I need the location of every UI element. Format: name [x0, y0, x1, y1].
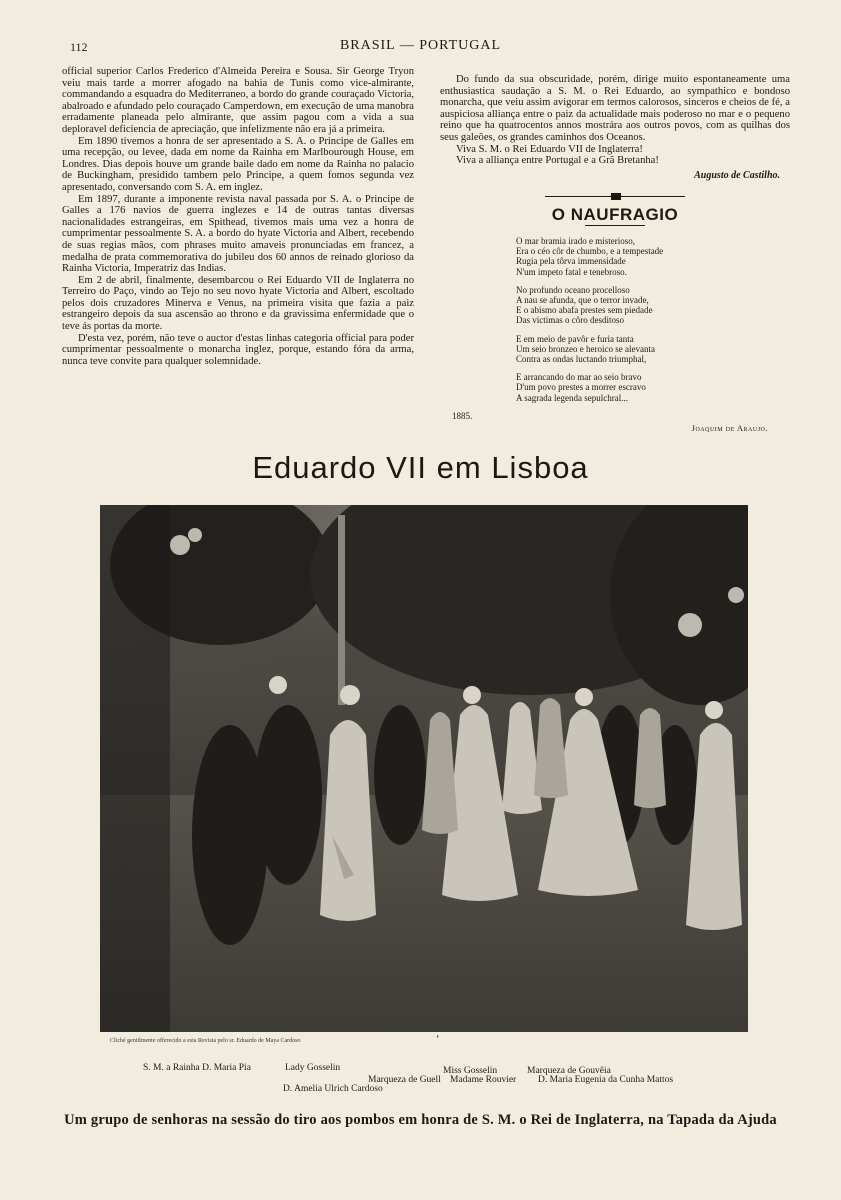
section-divider — [545, 193, 685, 201]
poem-line: Das victimas o côro desditoso — [516, 315, 624, 326]
poem-line: No profundo oceano procelloso — [516, 284, 630, 295]
poem-line: D'um povo prestes a morrer escravo — [516, 382, 646, 393]
caption-name-rainha: S. M. a Rainha D. Maria Pia — [143, 1063, 251, 1073]
poem-stanza — [516, 334, 790, 365]
poem-line: A nau se afunda, que o terror invade, — [516, 294, 649, 305]
poem — [516, 236, 790, 403]
poem-year: 1885. — [452, 410, 473, 421]
poem-line: Um seio bronzeo e heroico se alevanta — [516, 343, 655, 354]
feature-title: Eduardo VII em Lisboa — [252, 450, 589, 485]
poem-stanza — [516, 372, 790, 403]
page-number: 112 — [70, 40, 88, 54]
poem-line: Rugia pela tôrva immensidade — [516, 256, 626, 267]
photo-illustration — [100, 505, 748, 1032]
print-mark: ʻ — [436, 1034, 440, 1045]
poem-line: N'um impeto fatal e tenebroso. — [516, 266, 627, 277]
caption-name-miss-gosselin: Miss Gosselin — [443, 1066, 498, 1076]
caption-name-gouveia: Marqueza de Gouvêia — [527, 1066, 611, 1076]
poem-footer — [440, 410, 790, 433]
poem-author: Joaquim de Araujo. — [691, 422, 768, 433]
caption-name-rouvier: Madame Rouvier — [450, 1075, 517, 1085]
poem-stanza — [516, 236, 790, 277]
poem-line: A sagrada legenda sepulchral... — [516, 392, 628, 403]
right-paragraph: Do fundo da sua obscuridade, porém, dirige muito espontaneamente uma enthusiastica saudação a S. M. o Rei Eduardo, ao sympathico e bondoso monarcha, que veiu assim avigorar em termos calorosos, sinceros e cheios de fé, a auspiciosa alliança entre o paiz da actualidade mais poderoso no mar e o pequeno reino que ha quatrocentos annos mostrára aos outros povos, com as quilhas dos seus galeões, os grandes caminhos dos Oceanos. — [440, 74, 790, 143]
poem-stanza — [516, 285, 790, 326]
photo-credit: Cliché gentilmente offerecido a esta Revista pelo sr. Eduardo de Maya Cardoso — [110, 1038, 301, 1044]
left-paragraph-2: Em 1890 tivemos a honra de ser apresentado a S. A. o Principe de Galles em uma recepção, ou levee, dada em nome da Rainha em Marlbourough House, em Londres. Dias depois houve um grande baile dado em nome da Rainha no palacio de Buckingham, presidido tambem pelo Principe, a quem fomos segunda vez apresentado, conversando com S. A. em inglez. — [62, 135, 414, 193]
left-column — [62, 66, 414, 367]
poem-line: Era o céo côr de chumbo, e a tempestade — [516, 246, 664, 257]
left-paragraph-4: Em 2 de abril, finalmente, desembarcou o Rei Eduardo VII de Inglaterra no Terreiro do Paço, vindo ao Tejo no seu novo hyate Victoria and Albert, escoltado pelos dois cruzadores Minerva e Venus, na primeira visita que fazia a paiz estrangeiro depois da sua ascensão ao throno e da gravissima enfermidade que o teve ás portas da morte. — [62, 274, 414, 333]
poem-line: O mar bramia irado e misterioso, — [516, 235, 635, 246]
left-paragraph-3: Em 1897, durante a imponente revista naval passada por S. A. o Principe de Galles a 176 navios de guerra inglezes e 14 de outras tantas diversas nacionalidades estrangeiras, em Spithead, tivemos mais uma vez a honra de cumprimentar pessoalmente S. A. a bordo do hyate Victoria and Albert, recebendo de suas regias mãos, com phrases muito amaveis pronunciadas em francez, a medalha de prata commemorativa do jubileu dos 60 annos de reinado glorioso da Rainha Victoria, Imperatriz das Indias. — [62, 193, 414, 275]
right-column — [440, 74, 790, 433]
photo-caption: Um grupo de senhoras na sessão do tiro aos pombos em honra de S. M. o Rei de Inglaterra, na Tapada da Ajuda — [64, 1112, 777, 1128]
poem-line: Contra as ondas luctando triumphal, — [516, 353, 647, 364]
left-paragraph-5: D'esta vez, porém, não teve o auctor d'estas linhas categoria official para poder cumprimentar pessoalmente o monarcha inglez, porque, estando fóra da arma, nunca teve convite para qualquer solemnidade. — [62, 332, 414, 367]
caption-name-mattos: D. Maria Eugenia da Cunha Mattos — [538, 1075, 674, 1085]
left-paragraph-1: official superior Carlos Frederico d'Almeida Pereira e Sousa. Sir George Tryon veiu mais tarde a morrer afogado na bahia de Tunis como vice-almirante, commandando a esquadra do Mediterraneo, a bordo do grande couraçado Victoria, abalroado e afundado pelo couraçado Camperdown, em execução de uma manobra erradamente planeada pelo almirante, que assim pagou com a vida a sua deploravel deficiencia de apreciação, que infelizmente não era já a primeira. — [62, 66, 414, 135]
poem-line: E em meio de pavôr e furia tanta — [516, 333, 634, 344]
poem-line: E arrancando do mar ao seio bravo — [516, 372, 642, 383]
caption-name-cardoso: D. Amelia Ulrich Cardoso — [283, 1084, 383, 1094]
running-title: BRASIL — PORTUGAL — [339, 38, 502, 53]
caption-name-guell: Marqueza de Guell — [368, 1075, 441, 1085]
cheer-line-2: Viva a alliança entre Portugal e a Grã Bretanha! — [456, 155, 659, 167]
cheer-line-1: Viva S. M. o Rei Eduardo VII de Inglaterra! — [456, 143, 643, 155]
poem-line: E o abismo abafa prestes sem piedade — [516, 305, 653, 316]
article-signature: Augusto de Castilho. — [694, 169, 780, 181]
photograph — [100, 505, 748, 1032]
caption-name-lady-gosselin: Lady Gosselin — [285, 1063, 341, 1073]
poem-title-rule — [585, 225, 645, 226]
poem-title: O NAUFRAGIO — [551, 205, 679, 225]
